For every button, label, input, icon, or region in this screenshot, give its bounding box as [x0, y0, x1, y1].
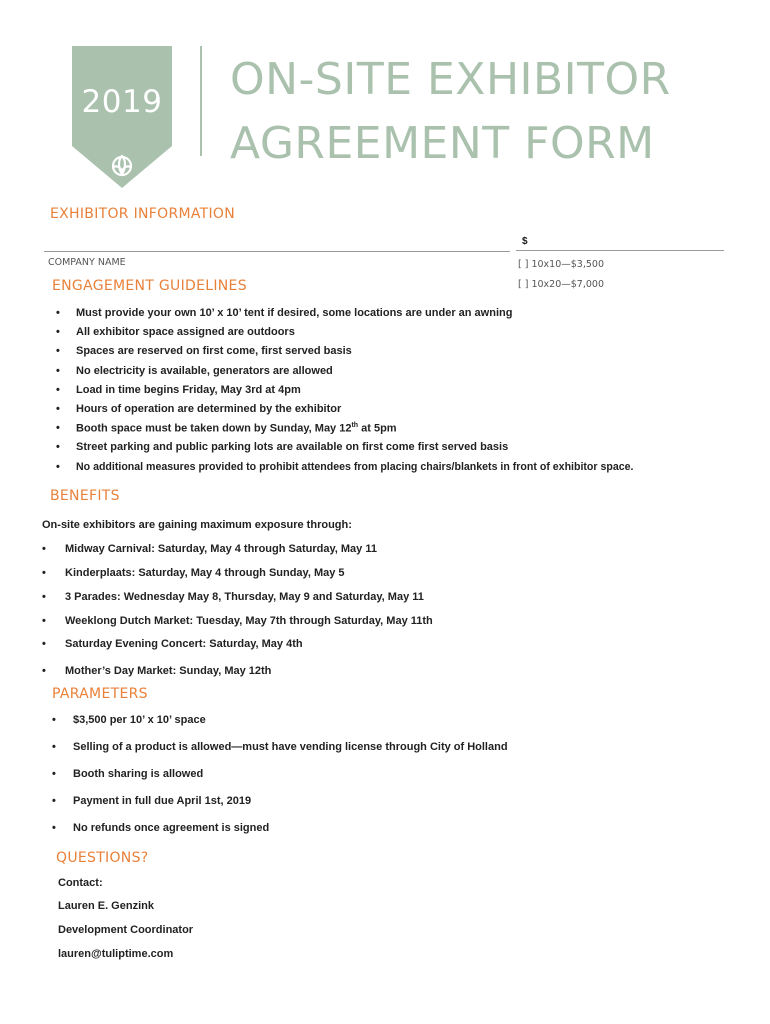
list-item: • Load in time begins Friday, May 3rd at 4pm: [56, 383, 301, 396]
list-item: • Weeklong Dutch Market: Tuesday, May 7th through Saturday, May 11th: [42, 615, 433, 627]
list-item: • Midway Carnival: Saturday, May 4 through Saturday, May 11: [42, 543, 377, 555]
list-item: • 3 Parades: Wednesday May 8, Thursday, May 9 and Saturday, May 11: [42, 591, 424, 603]
amount-symbol: $: [522, 236, 528, 247]
company-name-line[interactable]: [44, 251, 510, 252]
benefits-heading: BENEFITS: [50, 488, 120, 504]
list-item: • Kinderplaats: Saturday, May 4 through Sunday, May 5: [42, 567, 345, 579]
company-name-label: COMPANY NAME: [48, 257, 126, 268]
list-item: • Mother’s Day Market: Sunday, May 12th: [42, 665, 272, 677]
list-item: • Booth sharing is allowed: [52, 768, 204, 780]
benefits-intro: On-site exhibitors are gaining maximum exposure through:: [42, 519, 352, 531]
list-item: • Street parking and public parking lots are available on first come first served basis: [56, 441, 509, 454]
badge-year: 2019: [81, 84, 163, 120]
exhibitor-info-heading: EXHIBITOR INFORMATION: [50, 206, 236, 222]
list-item: • No electricity is available, generators are allowed: [56, 364, 333, 377]
list-item: • Must provide your own 10’ x 10’ tent if desired, some locations are under an awning: [56, 307, 513, 319]
page-title: [230, 48, 671, 176]
benefits-list: [42, 543, 722, 685]
engagement-list: [56, 307, 736, 480]
parameters-list: [52, 714, 732, 842]
parameters-heading: PARAMETERS: [52, 686, 148, 702]
list-item: • No additional measures provided to prohibit attendees from placing chairs/blankets in front of exhibitor space.: [56, 460, 634, 473]
title-divider: [200, 46, 202, 156]
list-item: • Booth space must be taken down by Sunday, May 12th at 5pm: [56, 422, 397, 435]
title-line-2: AGREEMENT FORM: [230, 118, 655, 169]
booth-option-10x20[interactable]: [ ] 10x20—$7,000: [518, 279, 604, 290]
contact-email[interactable]: lauren@tuliptime.com: [58, 948, 174, 960]
contact-label: Contact:: [58, 877, 103, 889]
amount-line[interactable]: [516, 250, 724, 251]
title-line-1: ON-SITE EXHIBITOR: [230, 54, 671, 105]
contact-role: Development Coordinator: [58, 924, 194, 936]
list-item: • Payment in full due April 1st, 2019: [52, 795, 252, 807]
list-item: • All exhibitor space assigned are outdoors: [56, 326, 295, 339]
list-item: • Hours of operation are determined by the exhibitor: [56, 402, 342, 415]
engagement-heading: ENGAGEMENT GUIDELINES: [52, 278, 247, 294]
list-item: • $3,500 per 10’ x 10’ space: [52, 714, 206, 726]
list-item: • Selling of a product is allowed—must have vending license through City of Holland: [52, 741, 508, 753]
contact-name: Lauren E. Genzink: [58, 900, 154, 912]
questions-heading: QUESTIONS?: [56, 850, 149, 866]
list-item: • No refunds once agreement is signed: [52, 822, 270, 834]
list-item: • Spaces are reserved on first come, first served basis: [56, 345, 352, 358]
list-item: • Saturday Evening Concert: Saturday, May 4th: [42, 638, 303, 650]
booth-option-10x10[interactable]: [ ] 10x10—$3,500: [518, 259, 604, 270]
